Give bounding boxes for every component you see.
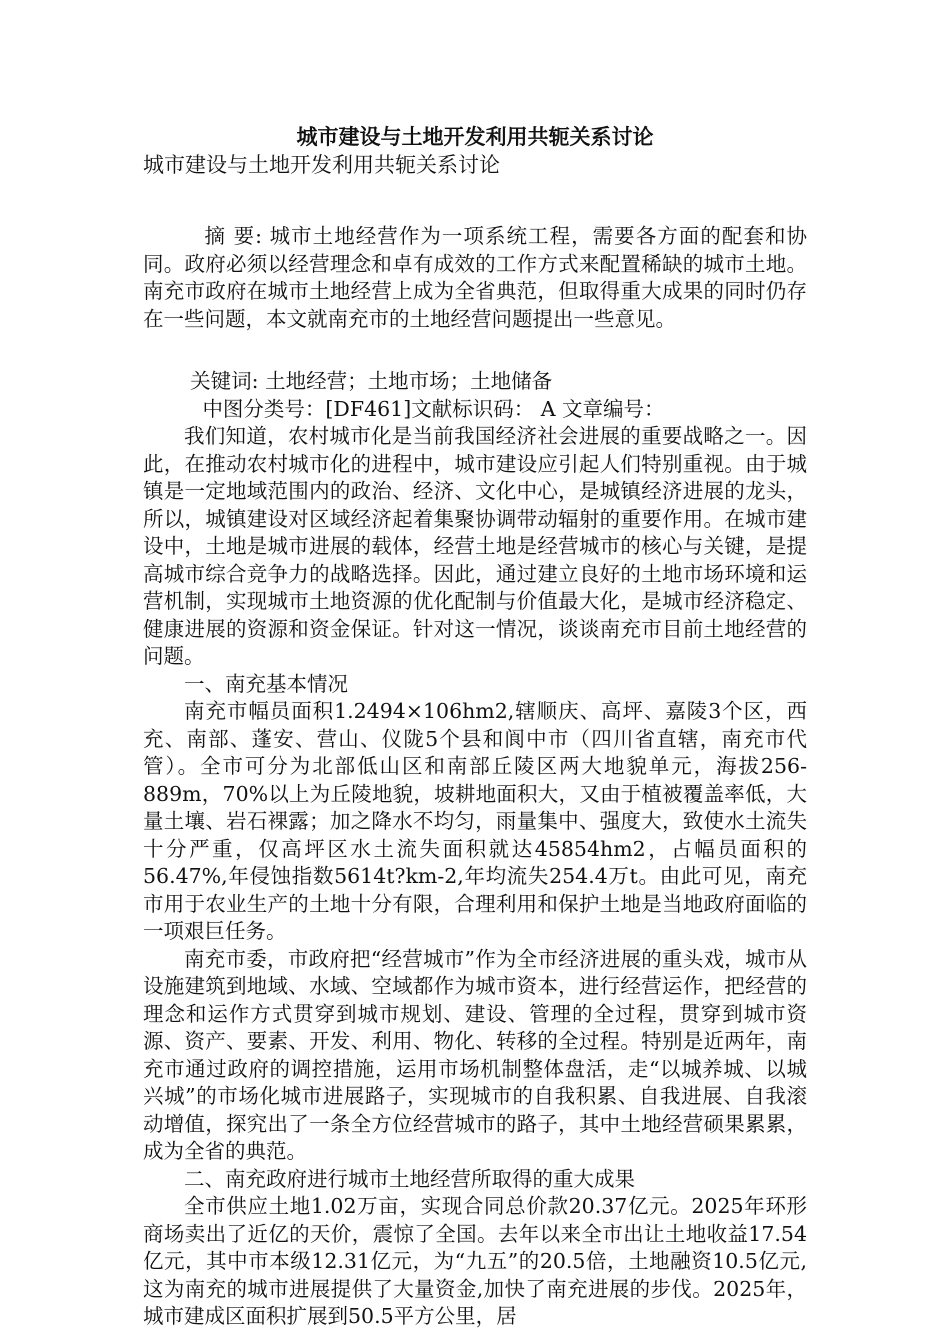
section-heading-1: 一、南充基本情况 — [184, 671, 348, 696]
keywords-line: 关键词: 土地经营；土地市场；土地储备 — [190, 369, 553, 393]
document-title: 城市建设与土地开发利用共轭关系讨论 — [296, 124, 654, 149]
abstract-paragraph: 摘 要: 城市土地经营作为一项系统工程，需要各方面的配套和协同。政府必须以经营理念和卓有成效的工作方式来配置稀缺的城市土地。南充市政府在城市土地经营上成为全省典范，但取得重大成果的同时仍存在一些问题，本文就南充市的土地经营问题提出一些意见。 — [143, 224, 807, 331]
body-paragraph-intro: 我们知道，农村城市化是当前我国经济社会进展的重要战略之一。因此，在推动农村城市化的进程中，城市建设应引起人们特别重视。由于城镇是一定地域范围内的政治、经济、文化中心，是城镇经济进展的龙头，所以，城镇建设对区域经济起着集聚协调带动辐射的重要作用。在城市建设中，土地是城市进展的载体，经营土地是经营城市的核心与关键，是提高城市综合竞争力的战略选择。因此，通过建立良好的土地市场环境和运营机制，实现城市土地资源的优化配制与价值最大化，是城市经济稳定、健康进展的资源和资金保证。针对这一情况，谈谈南充市目前土地经营的问题。 — [143, 424, 807, 668]
body-paragraph-basic-info: 南充市幅员面积1.2494×106hm2,辖顺庆、高坪、嘉陵3个区，西充、南部、蓬安、营山、仪陇5个县和阆中市（四川省直辖，南充市代管）。全市可分为北部低山区和南部丘陵区两大地貌单元，海拔256-889m，70%以上为丘陵地貌，坡耕地面积大，又由于植被覆盖率低，大量土壤、岩石裸露；加之降水不均匀，雨量集中、强度大，致使水土流失十分严重，仅高坪区水土流失面积就达45854hm2，占幅员面积的56.47%,年侵蚀指数5614t?km-2,年均流失254.4万t。由此可见，南充市用于农业生产的土地十分有限，合理利用和保护土地是当地政府面临的一项艰巨任务。 — [143, 699, 807, 943]
document-body — [143, 124, 807, 1331]
section-heading-2: 二、南充政府进行城市土地经营所取得的重大成果 — [184, 1166, 635, 1191]
body-paragraph-city-management: 南充市委，市政府把“经营城市”作为全市经济进展的重头戏，城市从设施建筑到地域、水域、空域都作为城市资本，进行经营运作，把经营的理念和运作方式贯穿到城市规划、建设、管理的全过程，贯穿到城市资源、资产、要素、开发、利用、物化、转移的全过程。特别是近两年，南充市通过政府的调控措施，运用市场机制整体盘活，走“以城养城、以城兴城”的市场化城市进展路子，实现城市的自我积累、自我进展、自我滚动增值，探究出了一条全方位经营城市的路子，其中土地经营硕果累累，成为全省的典范。 — [143, 946, 807, 1163]
classification-line: 中图分类号：[DF461]文献标识码： A 文章编号： — [202, 396, 665, 421]
body-paragraph-achievements: 全市供应土地1.02万亩，实现合同总价款20.37亿元。2025年环形商场卖出了近亿的天价，震惊了全国。去年以来全市出让土地收益17.54亿元，其中市本级12.31亿元，为“九五”的20.5倍，土地融资10.5亿元,这为南充的城市进展提供了大量资金,加快了南充进展的步伐。2025年，城市建成区面积扩展到50.5平方公里，居 — [143, 1194, 807, 1328]
document-subtitle: 城市建设与土地开发利用共轭关系讨论 — [143, 153, 500, 177]
